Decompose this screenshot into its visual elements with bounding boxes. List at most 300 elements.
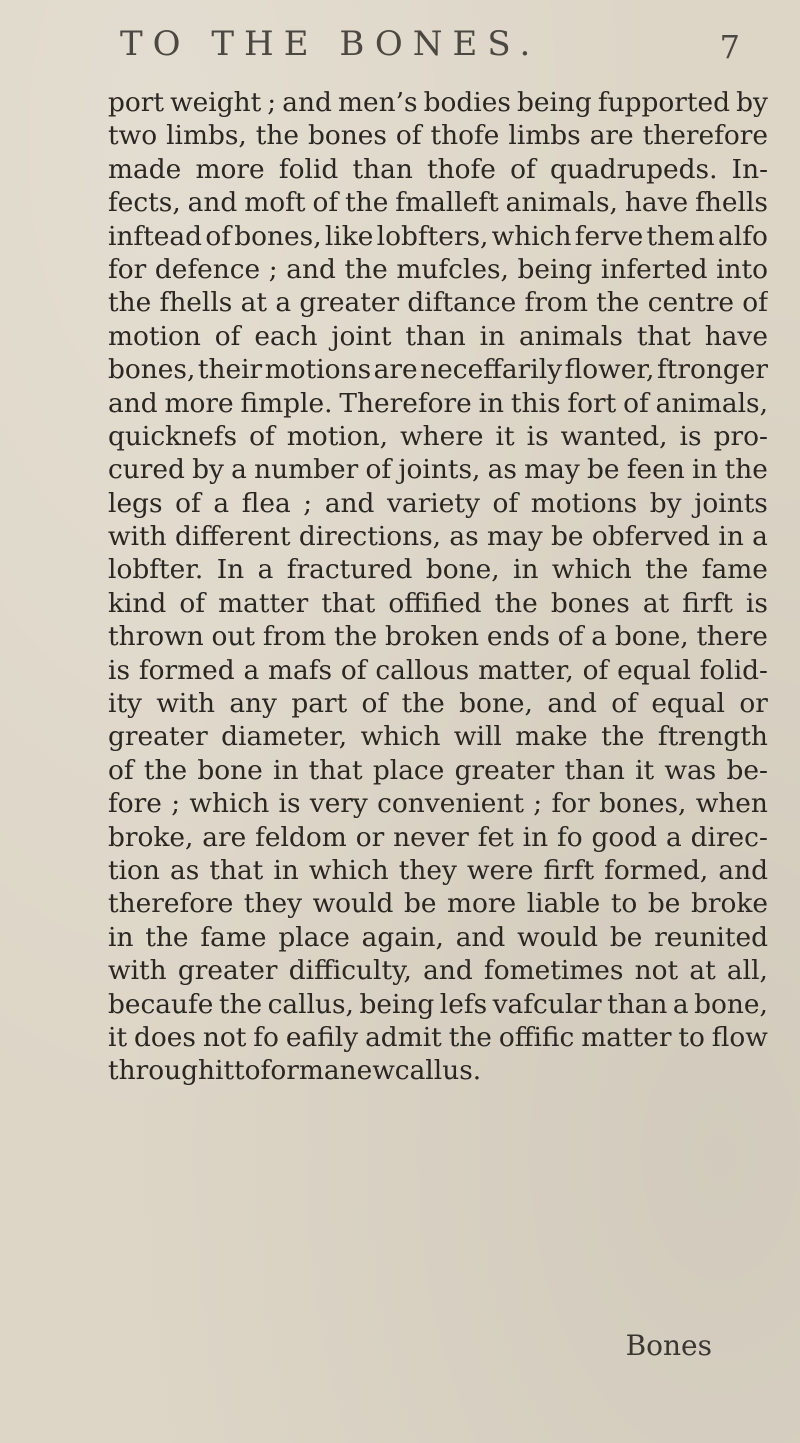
word: than bbox=[564, 754, 625, 786]
word: and bbox=[324, 487, 375, 519]
word: bone, bbox=[614, 621, 689, 653]
word: motions bbox=[530, 487, 638, 519]
word: neceffarily bbox=[420, 354, 563, 386]
word: at bbox=[240, 287, 268, 319]
word: in bbox=[691, 454, 718, 486]
word: with bbox=[108, 955, 167, 987]
word: bodies bbox=[423, 87, 511, 118]
word: ftronger bbox=[656, 354, 768, 386]
word: ; bbox=[171, 788, 181, 820]
word: greater bbox=[177, 955, 278, 987]
word: and bbox=[187, 187, 238, 219]
word: of bbox=[108, 754, 134, 786]
word: the bbox=[401, 688, 445, 720]
word: that bbox=[636, 320, 691, 352]
word: in bbox=[522, 821, 549, 853]
word: defence bbox=[154, 253, 261, 285]
word: of bbox=[175, 487, 201, 519]
text-line bbox=[108, 654, 768, 687]
word: or bbox=[355, 821, 385, 853]
word: fhells bbox=[695, 187, 768, 219]
word: of bbox=[361, 688, 388, 720]
word: is bbox=[679, 420, 702, 452]
word: a bbox=[275, 287, 292, 319]
word: as bbox=[170, 854, 200, 886]
word: firft bbox=[682, 587, 733, 619]
text-line bbox=[108, 787, 768, 820]
word: fame bbox=[701, 554, 768, 586]
word: mafs bbox=[268, 654, 333, 686]
word: fects, bbox=[108, 187, 181, 219]
word: two bbox=[108, 120, 158, 152]
word: flow bbox=[711, 1021, 768, 1053]
word: quicknefs bbox=[108, 420, 238, 452]
word: will bbox=[453, 721, 502, 753]
word: thofe bbox=[427, 153, 496, 185]
word: lefs bbox=[439, 988, 488, 1020]
word: are bbox=[202, 821, 247, 853]
word: by bbox=[649, 487, 682, 519]
word: with bbox=[156, 688, 215, 720]
word: fame bbox=[200, 921, 267, 953]
word: reunited bbox=[654, 921, 768, 953]
text-line bbox=[108, 754, 768, 787]
word: convenient bbox=[377, 788, 524, 820]
word: broken bbox=[385, 621, 480, 653]
word: their bbox=[197, 354, 263, 386]
word: is bbox=[745, 587, 768, 619]
text-line bbox=[108, 620, 768, 653]
word: vafcular bbox=[492, 988, 602, 1020]
word: when bbox=[695, 788, 768, 820]
word: diftance bbox=[407, 287, 517, 319]
word: broke, bbox=[108, 821, 194, 853]
word: that bbox=[209, 854, 264, 886]
text-line bbox=[108, 220, 768, 253]
running-head bbox=[0, 14, 800, 78]
word: part bbox=[291, 688, 348, 720]
word: ; bbox=[268, 253, 278, 285]
word: at bbox=[642, 587, 670, 619]
word: and bbox=[423, 955, 473, 987]
word: which bbox=[308, 854, 389, 886]
word: wanted, bbox=[560, 420, 668, 452]
word: of bbox=[249, 420, 275, 452]
word: of bbox=[365, 454, 392, 486]
word: fet bbox=[477, 821, 514, 853]
word: matter bbox=[581, 1021, 672, 1053]
word: equal bbox=[651, 688, 725, 720]
word: be bbox=[647, 888, 681, 920]
word: in bbox=[718, 521, 744, 553]
word: bones, bbox=[599, 788, 687, 820]
word: bones, bbox=[234, 220, 322, 252]
text-line bbox=[108, 153, 768, 186]
word: joints, bbox=[398, 454, 481, 486]
word: to bbox=[610, 888, 638, 920]
word: than bbox=[607, 988, 668, 1020]
word: ; bbox=[533, 788, 543, 820]
word: not bbox=[202, 1021, 247, 1053]
word: firft bbox=[543, 854, 595, 886]
word: variety bbox=[387, 487, 480, 519]
text-line bbox=[108, 587, 768, 620]
word: callous bbox=[375, 654, 470, 686]
text-line bbox=[108, 286, 768, 319]
word: the bbox=[345, 187, 389, 219]
word: flea bbox=[241, 487, 291, 519]
word: may bbox=[524, 454, 580, 486]
word: thofe bbox=[430, 120, 500, 152]
word: limbs bbox=[508, 120, 581, 152]
word: fupported bbox=[597, 87, 731, 118]
word: the bbox=[494, 587, 538, 619]
word: is bbox=[278, 788, 301, 820]
word: of bbox=[312, 187, 339, 219]
word: number bbox=[254, 454, 359, 486]
word: animals, bbox=[505, 187, 618, 219]
word: becaufe bbox=[108, 988, 214, 1020]
word: ends bbox=[486, 621, 550, 653]
word: bones bbox=[550, 587, 630, 619]
word: ; bbox=[267, 87, 277, 118]
word: the bbox=[601, 721, 645, 753]
text-line bbox=[108, 921, 768, 954]
word: for bbox=[551, 788, 590, 820]
word: inferted bbox=[600, 253, 708, 285]
word: the bbox=[596, 287, 640, 319]
word: would bbox=[312, 888, 394, 920]
word: and bbox=[286, 253, 336, 285]
word: ity bbox=[108, 688, 142, 720]
word: in bbox=[479, 320, 506, 352]
word: men’s bbox=[337, 87, 418, 118]
word: at bbox=[689, 955, 716, 987]
word: more bbox=[195, 153, 265, 185]
word: the bbox=[344, 253, 388, 285]
word: was bbox=[664, 754, 717, 786]
word: liable bbox=[526, 888, 601, 920]
word: be bbox=[403, 888, 437, 920]
word: the bbox=[143, 754, 188, 786]
text-line bbox=[108, 954, 768, 987]
word: never bbox=[393, 821, 469, 853]
word: animals, bbox=[655, 387, 768, 419]
word: with bbox=[108, 521, 167, 553]
word: them bbox=[646, 220, 715, 252]
word: it bbox=[215, 1055, 235, 1087]
text-line bbox=[108, 387, 768, 420]
running-title: TO THE BONES. bbox=[120, 24, 541, 64]
word: than bbox=[352, 153, 413, 185]
word: animals bbox=[519, 320, 623, 352]
word: and bbox=[282, 87, 332, 118]
text-line bbox=[108, 854, 768, 887]
word: which bbox=[189, 788, 270, 820]
word: port bbox=[108, 87, 165, 118]
word: of bbox=[395, 120, 422, 152]
word: by bbox=[192, 454, 224, 486]
text-line bbox=[108, 353, 768, 386]
word: motions bbox=[264, 354, 372, 386]
word: the bbox=[145, 921, 189, 953]
word: difficulty, bbox=[288, 955, 412, 987]
word: be bbox=[609, 921, 643, 953]
word: more bbox=[447, 888, 517, 920]
word: new bbox=[339, 1055, 395, 1087]
word: in bbox=[478, 387, 505, 419]
word: fimple. bbox=[240, 387, 333, 419]
word: quadrupeds. bbox=[549, 153, 718, 185]
word: joint bbox=[331, 320, 392, 352]
word: fractured bbox=[286, 554, 413, 586]
word: as bbox=[449, 521, 479, 553]
word: callus. bbox=[394, 1055, 482, 1087]
word: lobfter. bbox=[108, 554, 204, 586]
word: fometimes bbox=[483, 955, 624, 987]
text-line bbox=[108, 253, 768, 286]
word: Therefore bbox=[339, 387, 472, 419]
word: through bbox=[108, 1055, 215, 1087]
word: mufcles, bbox=[396, 253, 509, 285]
word: in bbox=[513, 554, 539, 586]
word: flower, bbox=[564, 354, 655, 386]
body-text bbox=[108, 86, 768, 1088]
word: fo bbox=[253, 1021, 279, 1053]
text-line bbox=[108, 520, 768, 553]
word: or bbox=[739, 688, 768, 720]
word: be bbox=[551, 521, 584, 553]
word: which bbox=[551, 554, 632, 586]
text-line bbox=[108, 487, 768, 520]
word: made bbox=[108, 153, 182, 185]
text-line bbox=[108, 720, 768, 753]
text-line bbox=[108, 320, 768, 353]
word: offified bbox=[388, 587, 482, 619]
word: all, bbox=[726, 955, 768, 987]
word: motion bbox=[108, 320, 201, 352]
text-line bbox=[108, 1054, 768, 1087]
word: of bbox=[179, 587, 206, 619]
word: bone, bbox=[694, 988, 768, 1020]
word: motion, bbox=[286, 420, 389, 452]
word: is bbox=[108, 654, 130, 686]
word: each bbox=[254, 320, 318, 352]
word: joints bbox=[694, 487, 768, 519]
text-line bbox=[108, 1021, 768, 1054]
word: form bbox=[260, 1055, 324, 1087]
word: place bbox=[278, 921, 350, 953]
word: fore bbox=[108, 788, 162, 820]
word: feldom bbox=[255, 821, 347, 853]
text-line bbox=[108, 687, 768, 720]
word: from bbox=[524, 287, 588, 319]
word: ; bbox=[303, 487, 313, 519]
word: be bbox=[587, 454, 620, 486]
word: moft bbox=[244, 187, 306, 219]
word: bones bbox=[307, 120, 387, 152]
word: directions, bbox=[298, 521, 442, 553]
word: being bbox=[359, 988, 435, 1020]
word: fo bbox=[556, 821, 583, 853]
word: place bbox=[372, 754, 445, 786]
word: therefore bbox=[108, 888, 234, 920]
word: of bbox=[623, 387, 649, 419]
word: a bbox=[591, 621, 607, 653]
word: equal bbox=[617, 654, 691, 686]
word: fhells bbox=[159, 287, 233, 319]
word: in bbox=[108, 921, 134, 953]
word: being bbox=[517, 253, 593, 285]
word: different bbox=[174, 521, 291, 553]
word: fort bbox=[567, 387, 617, 419]
word: of bbox=[611, 688, 637, 720]
word: cured bbox=[108, 454, 185, 486]
word: therefore bbox=[642, 120, 768, 152]
word: weight bbox=[170, 87, 262, 118]
word: bones, bbox=[108, 354, 196, 386]
word: into bbox=[716, 253, 768, 285]
word: from bbox=[262, 621, 327, 653]
text-line bbox=[108, 453, 768, 486]
word: out bbox=[211, 621, 256, 653]
word: matter, bbox=[478, 654, 574, 686]
word: have bbox=[704, 320, 768, 352]
word: thrown bbox=[108, 621, 204, 653]
word: than bbox=[405, 320, 466, 352]
word: the bbox=[255, 120, 299, 152]
word: is bbox=[526, 420, 549, 452]
word: the bbox=[218, 988, 263, 1020]
word: greater bbox=[299, 287, 400, 319]
word: it bbox=[108, 1021, 128, 1053]
word: of bbox=[557, 621, 584, 653]
word: fmalleft bbox=[395, 187, 499, 219]
text-line bbox=[108, 887, 768, 920]
word: formed bbox=[138, 654, 235, 686]
word: the bbox=[108, 287, 152, 319]
word: greater bbox=[454, 754, 555, 786]
word: very bbox=[309, 788, 368, 820]
word: that bbox=[308, 754, 363, 786]
word: lobfters, bbox=[376, 220, 489, 252]
word: the bbox=[724, 454, 768, 486]
word: greater bbox=[108, 721, 208, 753]
word: in bbox=[273, 754, 299, 786]
word: they bbox=[398, 854, 457, 886]
word: for bbox=[108, 253, 147, 285]
word: would bbox=[517, 921, 598, 953]
word: it bbox=[635, 754, 655, 786]
word: where bbox=[400, 420, 484, 452]
word: folid- bbox=[699, 654, 768, 686]
word: make bbox=[515, 721, 588, 753]
word: a bbox=[213, 487, 230, 519]
word: formed, bbox=[604, 854, 709, 886]
word: are bbox=[589, 120, 634, 152]
word: of bbox=[205, 220, 231, 252]
word: which bbox=[360, 721, 441, 753]
word: any bbox=[229, 688, 277, 720]
text-line bbox=[108, 988, 768, 1021]
word: the bbox=[448, 1021, 492, 1053]
word: they bbox=[243, 888, 303, 920]
word: and bbox=[718, 854, 768, 886]
word: folid bbox=[278, 153, 339, 185]
word: callus, bbox=[267, 988, 354, 1020]
word: again, bbox=[361, 921, 444, 953]
word: and bbox=[547, 688, 597, 720]
word: of bbox=[510, 153, 536, 185]
word: diameter, bbox=[221, 721, 348, 753]
word: matter bbox=[218, 587, 309, 619]
word: a bbox=[231, 454, 247, 486]
word: not bbox=[634, 955, 679, 987]
word: bone, bbox=[425, 554, 500, 586]
word: in bbox=[273, 854, 299, 886]
word: to bbox=[678, 1021, 705, 1053]
catchword: Bones bbox=[625, 1329, 712, 1362]
word: obferved bbox=[591, 521, 711, 553]
text-line bbox=[108, 86, 768, 119]
word: of bbox=[340, 654, 367, 686]
word: In- bbox=[731, 153, 768, 185]
word: that bbox=[321, 587, 376, 619]
word: of bbox=[214, 320, 241, 352]
word: are bbox=[373, 354, 418, 386]
text-line bbox=[108, 420, 768, 453]
word: the bbox=[333, 621, 378, 653]
word: a bbox=[323, 1055, 340, 1087]
word: centre bbox=[647, 287, 734, 319]
word: offific bbox=[498, 1021, 575, 1053]
word: broke bbox=[690, 888, 768, 920]
word: more bbox=[164, 387, 234, 419]
word: a bbox=[665, 821, 682, 853]
word: a bbox=[752, 521, 768, 553]
word: eafily bbox=[285, 1021, 359, 1053]
word: admit bbox=[365, 1021, 442, 1053]
word: the bbox=[645, 554, 689, 586]
word: of bbox=[582, 654, 609, 686]
word: of bbox=[492, 487, 519, 519]
word: good bbox=[591, 821, 658, 853]
word: as bbox=[487, 454, 517, 486]
word: In bbox=[216, 554, 245, 586]
word: be- bbox=[726, 754, 768, 786]
text-line bbox=[108, 821, 768, 854]
word: a bbox=[257, 554, 274, 586]
word: which bbox=[491, 220, 572, 252]
word: kind bbox=[108, 587, 167, 619]
word: were bbox=[466, 854, 534, 886]
word: alfo bbox=[718, 220, 768, 252]
word: and bbox=[108, 387, 158, 419]
word: a bbox=[672, 988, 689, 1020]
word: it bbox=[495, 420, 515, 452]
word: to bbox=[234, 1055, 261, 1087]
page-number: 7 bbox=[719, 28, 740, 66]
word: and bbox=[455, 921, 506, 953]
word: a bbox=[243, 654, 260, 686]
word: being bbox=[516, 87, 592, 118]
word: inftead bbox=[108, 220, 203, 252]
word: direc- bbox=[690, 821, 768, 853]
word: feen bbox=[626, 454, 685, 486]
text-line bbox=[108, 186, 768, 219]
text-line bbox=[108, 553, 768, 586]
word: legs bbox=[108, 487, 163, 519]
